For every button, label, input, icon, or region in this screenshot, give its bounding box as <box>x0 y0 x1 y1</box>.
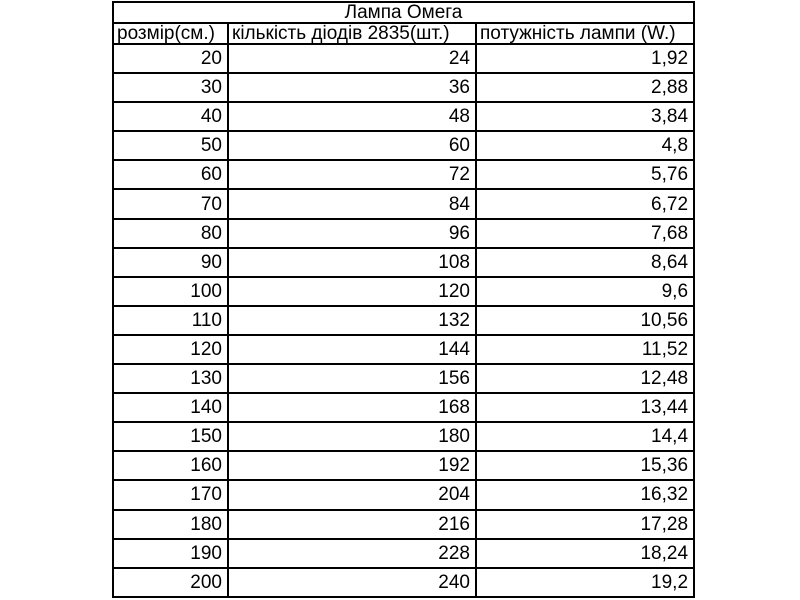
table-cell: 240 <box>228 568 476 597</box>
table-cell: 20 <box>113 44 228 73</box>
table-cell: 9,6 <box>476 277 694 306</box>
table-cell: 120 <box>113 335 228 364</box>
table-cell: 150 <box>113 422 228 451</box>
table-cell: 4,8 <box>476 131 694 160</box>
table-cell: 18,24 <box>476 539 694 568</box>
table-row <box>113 451 694 480</box>
table-cell: 40 <box>113 102 228 131</box>
column-header: кількість діодів 2835(шт.) <box>228 23 476 44</box>
table-row <box>113 510 694 539</box>
table-cell: 180 <box>228 422 476 451</box>
table-cell: 50 <box>113 131 228 160</box>
table-cell: 192 <box>228 451 476 480</box>
table-row <box>113 219 694 248</box>
table-cell: 11,52 <box>476 335 694 364</box>
table-cell: 10,56 <box>476 306 694 335</box>
table-row <box>113 44 694 73</box>
table-row <box>113 539 694 568</box>
table-cell: 36 <box>228 73 476 102</box>
table-cell: 120 <box>228 277 476 306</box>
table-cell: 80 <box>113 219 228 248</box>
column-header: розмір(см.) <box>113 23 228 44</box>
column-header: потужність лампи (W.) <box>476 23 694 44</box>
table-cell: 6,72 <box>476 189 694 218</box>
table-row <box>113 131 694 160</box>
table-cell: 5,76 <box>476 160 694 189</box>
table-row <box>113 102 694 131</box>
table-cell: 72 <box>228 160 476 189</box>
table-cell: 170 <box>113 480 228 509</box>
table-cell: 100 <box>113 277 228 306</box>
table-cell: 228 <box>228 539 476 568</box>
table-cell: 13,44 <box>476 393 694 422</box>
table-cell: 30 <box>113 73 228 102</box>
table-cell: 14,4 <box>476 422 694 451</box>
table-row <box>113 480 694 509</box>
header-row <box>113 23 694 44</box>
table-row <box>113 189 694 218</box>
table-cell: 216 <box>228 510 476 539</box>
table-row <box>113 160 694 189</box>
title-row <box>113 2 694 23</box>
lamp-omega-table <box>112 1 695 598</box>
table-row <box>113 422 694 451</box>
table-cell: 90 <box>113 248 228 277</box>
table-row <box>113 364 694 393</box>
table-cell: 160 <box>113 451 228 480</box>
table-row <box>113 393 694 422</box>
table-cell: 60 <box>113 160 228 189</box>
table-row <box>113 568 694 597</box>
table-cell: 17,28 <box>476 510 694 539</box>
table-body <box>113 44 694 597</box>
table-row <box>113 277 694 306</box>
table-cell: 84 <box>228 189 476 218</box>
table-cell: 168 <box>228 393 476 422</box>
table-cell: 110 <box>113 306 228 335</box>
table-cell: 156 <box>228 364 476 393</box>
table-cell: 190 <box>113 539 228 568</box>
table-row <box>113 73 694 102</box>
table-cell: 130 <box>113 364 228 393</box>
table-cell: 24 <box>228 44 476 73</box>
table-cell: 12,48 <box>476 364 694 393</box>
table-cell: 60 <box>228 131 476 160</box>
table-cell: 7,68 <box>476 219 694 248</box>
table-cell: 70 <box>113 189 228 218</box>
table-cell: 1,92 <box>476 44 694 73</box>
table-title: Лампа Омега <box>113 2 694 23</box>
table-cell: 15,36 <box>476 451 694 480</box>
table-cell: 204 <box>228 480 476 509</box>
table-cell: 108 <box>228 248 476 277</box>
table-cell: 2,88 <box>476 73 694 102</box>
table-cell: 19,2 <box>476 568 694 597</box>
table-cell: 8,64 <box>476 248 694 277</box>
table-row <box>113 335 694 364</box>
table-cell: 16,32 <box>476 480 694 509</box>
table-cell: 144 <box>228 335 476 364</box>
table-cell: 48 <box>228 102 476 131</box>
table-cell: 132 <box>228 306 476 335</box>
table-cell: 140 <box>113 393 228 422</box>
table-cell: 3,84 <box>476 102 694 131</box>
table-row <box>113 248 694 277</box>
table-row <box>113 306 694 335</box>
table-cell: 96 <box>228 219 476 248</box>
table-cell: 200 <box>113 568 228 597</box>
table-cell: 180 <box>113 510 228 539</box>
